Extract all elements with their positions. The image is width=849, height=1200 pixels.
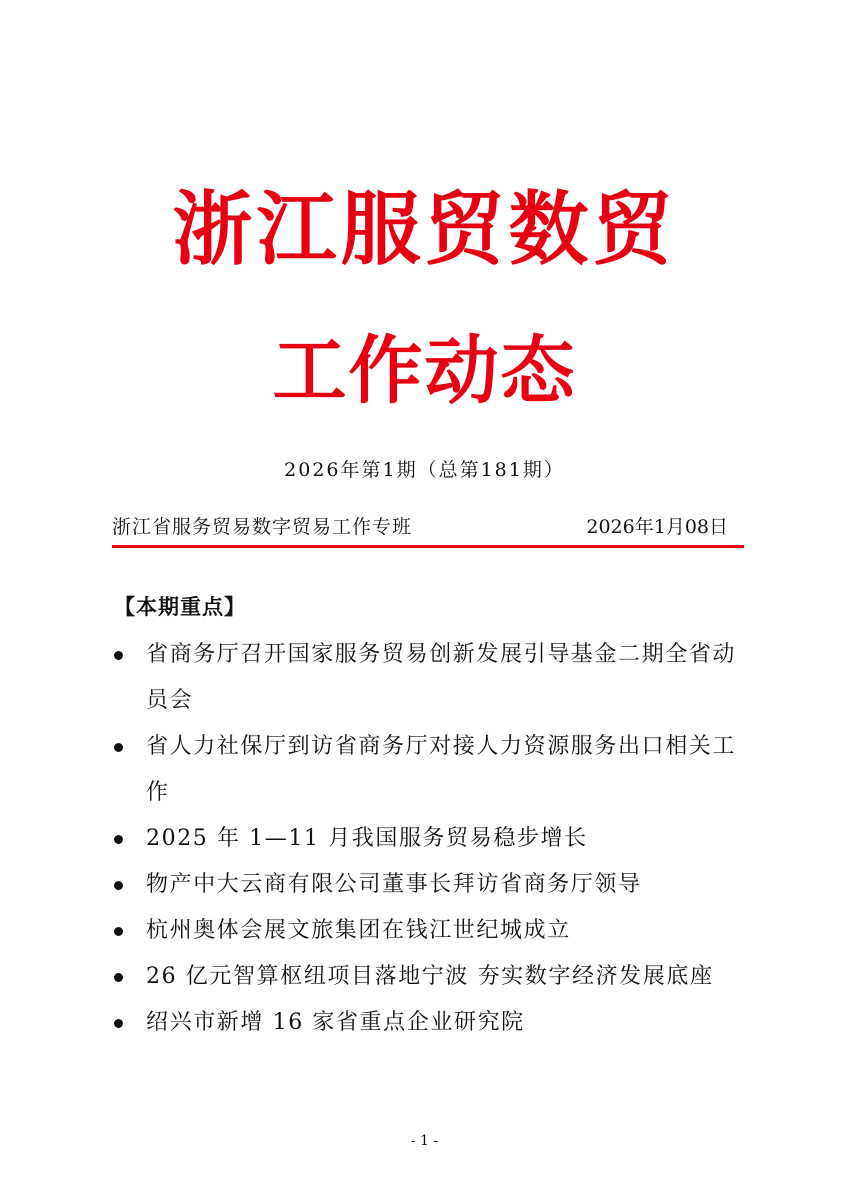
list-item-text: 省商务厅召开国家服务贸易创新发展引导基金二期全省动员会: [146, 642, 737, 713]
list-item-text: 2025 年 1—11 月我国服务贸易稳步增长: [146, 826, 588, 851]
bullet-icon: [114, 973, 123, 982]
list-item: [112, 816, 752, 862]
issue-number: 2026年第1期（总第181期）: [284, 459, 565, 481]
list-item: [112, 954, 752, 1000]
bullet-icon: [114, 651, 123, 660]
masthead-title: 浙江服贸数贸: [172, 183, 677, 276]
bullet-icon: [114, 743, 123, 752]
red-divider: [112, 545, 744, 548]
list-item-text: 省人力社保厅到访省商务厅对接人力资源服务出口相关工作: [146, 734, 737, 805]
list-item-text: 绍兴市新增 16 家省重点企业研究院: [146, 1010, 525, 1035]
bullet-icon: [114, 927, 123, 936]
page-number: - 1 -: [410, 1133, 439, 1149]
highlights-heading: 【本期重点】: [114, 595, 246, 619]
list-item: [112, 908, 752, 954]
highlights-list: [112, 632, 752, 1046]
bullet-icon: [114, 1019, 123, 1028]
list-item: [112, 632, 752, 724]
issue-date: 2026年1月08日: [586, 516, 728, 538]
list-item-text: 物产中大云商有限公司董事长拜访省商务厅领导: [146, 872, 642, 897]
bullet-icon: [114, 881, 123, 890]
masthead-subtitle: 工作动态: [272, 328, 577, 414]
issuer-name: 浙江省服务贸易数字贸易工作专班: [112, 516, 413, 538]
list-item: [112, 862, 752, 908]
list-item: [112, 1000, 752, 1046]
list-item: [112, 724, 752, 816]
list-item-text: 杭州奥体会展文旅集团在钱江世纪城成立: [146, 918, 571, 943]
list-item-text: 26 亿元智算枢纽项目落地宁波 夯实数字经济发展底座: [146, 964, 714, 989]
bullet-icon: [114, 835, 123, 844]
